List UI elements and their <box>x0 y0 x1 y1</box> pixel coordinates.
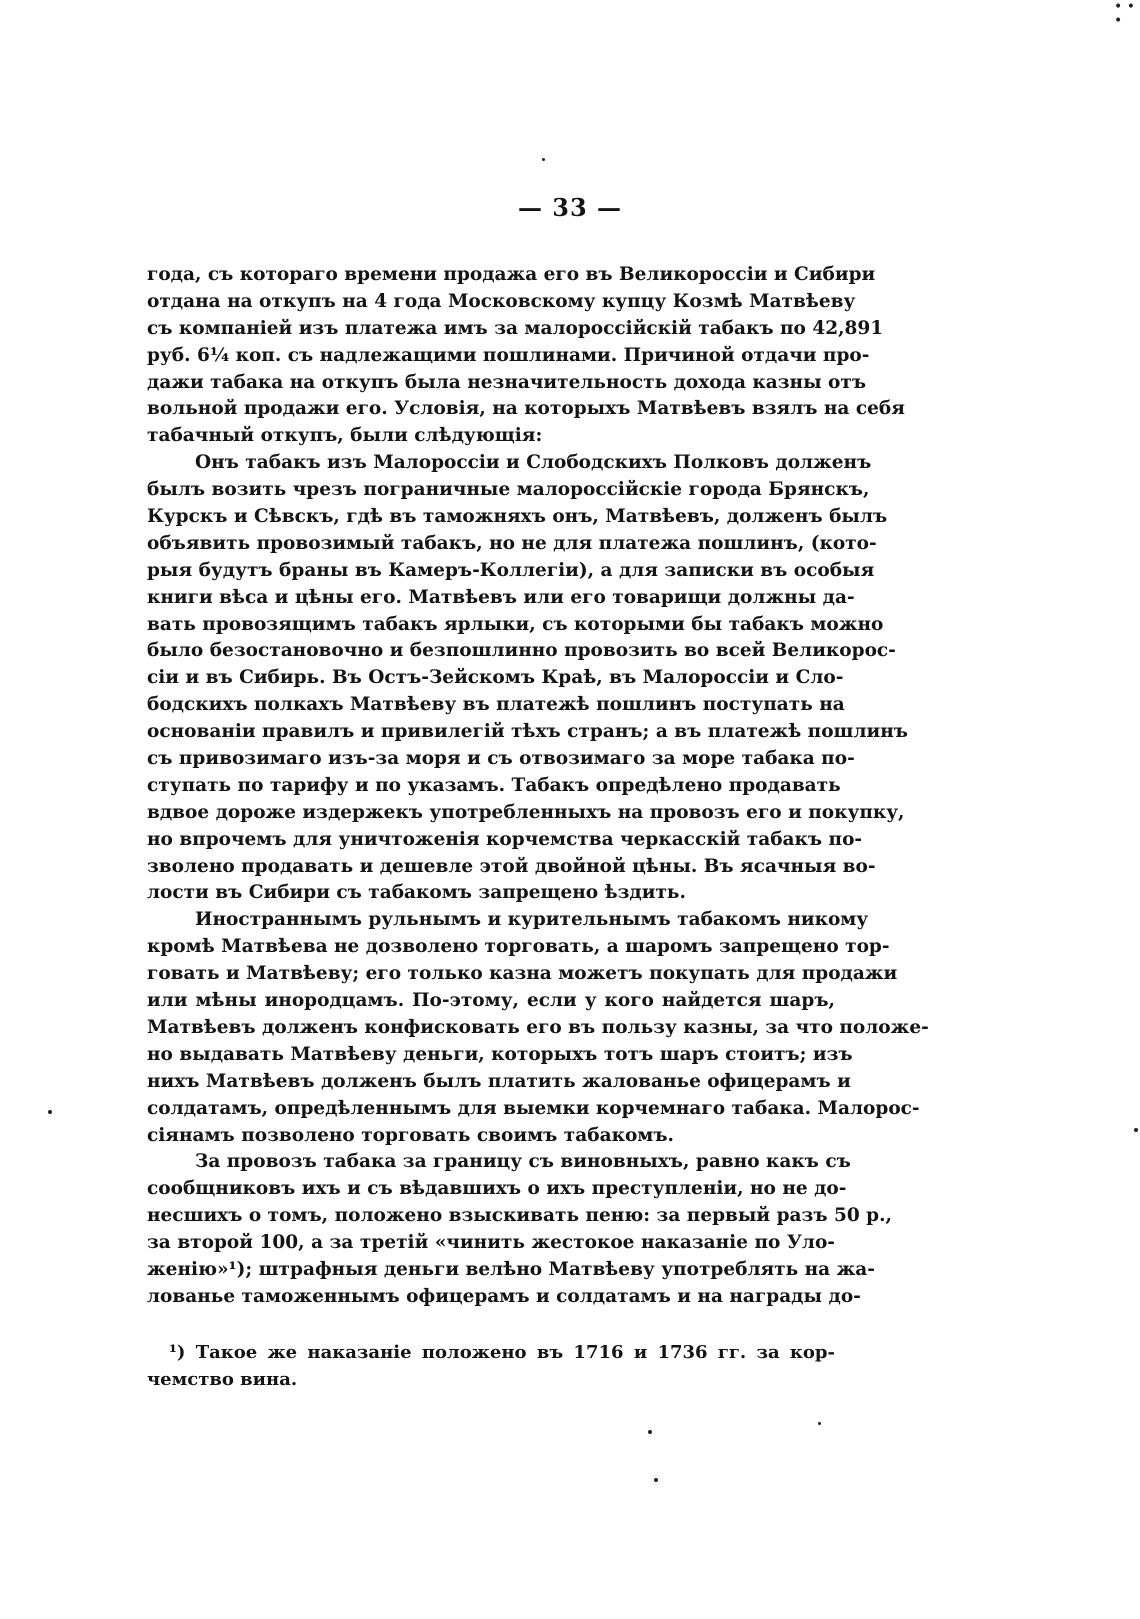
text-line: года, съ котораго времени продажа его въ Великороссіи и Сибири <box>147 264 876 285</box>
text-line: говать и Матвѣеву; его только казна можетъ покупать для продажи <box>147 963 898 985</box>
text-line: Курскъ и Сѣвскъ, гдѣ въ таможняхъ онъ, Матвѣевъ, долженъ былъ <box>147 506 888 528</box>
paragraph <box>147 907 929 1149</box>
footnote-line: чемство вина. <box>147 1368 298 1390</box>
text-line: сіянамъ позволено торговать своимъ табакомъ. <box>147 1124 674 1146</box>
text-line: табачный откупъ, были слѣдующія: <box>147 425 543 447</box>
text-line: Иностраннымъ рульнымъ и курительнымъ табакомъ никому <box>195 909 869 931</box>
text-line: дажи табака на откупъ была незначительность дохода казны отъ <box>147 371 867 393</box>
text-line: Матвѣевъ долженъ конфисковать его въ пользу казны, за что положе- <box>147 1016 929 1038</box>
text-line: съ привозимаго изъ-за моря и съ отвозимаго за море табака по- <box>147 748 855 770</box>
text-line: женію»¹); штрафныя деньги велѣно Матвѣеву употреблять на жа- <box>147 1258 875 1280</box>
text-line: солдатамъ, опредѣленнымъ для выемки корчемнаго табака. Малорос- <box>147 1097 920 1119</box>
text-line: вдвое дороже издержекъ употребленныхъ на провозъ его и покупку, <box>147 801 905 823</box>
text-line: лости въ Сибири съ табакомъ запрещено ѣздить. <box>147 882 686 904</box>
text-line: кромѣ Матвѣева не дозволено торговать, а шаромъ запрещено тор- <box>147 936 890 958</box>
text-line: За провозъ табака за границу съ виновныхъ, равно какъ съ <box>195 1151 851 1173</box>
text-line: объявить провозимый табакъ, но не для платежа пошлинъ, (кото- <box>147 532 877 554</box>
footnote <box>147 1340 835 1394</box>
scan-speck <box>818 1422 821 1425</box>
scan-speck <box>654 1478 658 1482</box>
footnote-line: ¹) Такое же наказаніе положено въ 1716 и 1736 гг. за кор- <box>169 1342 835 1363</box>
scan-speck <box>542 158 545 161</box>
text-line: ступать по тарифу и по указамъ. Табакъ опредѣлено продавать <box>147 774 841 796</box>
text-line: несшихъ о томъ, положено взыскивать пеню: за первый разъ 50 р., <box>147 1205 892 1227</box>
text-line: основаніи правилъ и привилегій тѣхъ странъ; а въ платежѣ пошлинъ <box>147 721 908 743</box>
scan-edge-marks: • • • <box>1114 0 1135 29</box>
scan-speck <box>48 1110 52 1114</box>
text-line: рыя будутъ браны въ Камеръ-Коллегіи), а для записки въ особыя <box>147 559 875 581</box>
text-line: но впрочемъ для уничтоженія корчемства черкасскій табакъ по- <box>147 828 863 850</box>
text-line: бодскихъ полкахъ Матвѣеву въ платежѣ пошлинъ поступать на <box>147 694 845 716</box>
text-line: съ компаніей изъ платежа имъ за малороссійскій табакъ по 42,891 <box>147 317 884 339</box>
text-line: отдана на откупъ на 4 года Московскому купцу Козмѣ Матвѣеву <box>147 290 856 312</box>
text-line: но выдавать Матвѣеву деньги, которыхъ тотъ шаръ стоитъ; изъ <box>147 1043 853 1065</box>
paragraph <box>147 262 905 450</box>
text-line: книги вѣса и цѣны его. Матвѣевъ или его товарищи должны да- <box>147 586 855 608</box>
text-line: было безостановочно и безпошлинно провозить во всей Великорос- <box>147 640 896 662</box>
text-line: за второй 100, а за третій «чинить жестокое наказаніе по Уло- <box>147 1232 835 1254</box>
text-line: сообщниковъ ихъ и съ вѣдавшихъ о ихъ преступленіи, но не до- <box>147 1178 847 1200</box>
text-line: зволено продавать и дешевле этой двойной цѣны. Въ ясачныя во- <box>147 855 876 877</box>
text-line: вать провозящимъ табакъ ярлыки, съ которыми бы табакъ можно <box>147 613 884 635</box>
paragraph <box>147 1149 892 1310</box>
text-line: Онъ табакъ изъ Малороссіи и Слободскихъ Полковъ долженъ <box>195 452 872 474</box>
text-line: сіи и въ Сибирь. Въ Остъ-Зейскомъ Краѣ, въ Малороссіи и Сло- <box>147 667 844 689</box>
page-number: — 33 — <box>517 193 623 222</box>
text-line: нихъ Матвѣевъ долженъ былъ платить жалованье офицерамъ и <box>147 1070 851 1092</box>
text-line: или мѣны инородцамъ. По-этому, если у кого найдется шаръ, <box>147 990 835 1012</box>
text-line: былъ возить чрезъ пограничные малороссійскіе города Брянскъ, <box>147 479 870 501</box>
text-line: вольной продажи его. Условія, на которыхъ Матвѣевъ взялъ на себя <box>147 398 905 420</box>
text-line: лованье таможеннымъ офицерамъ и солдатамъ и на награды до- <box>147 1285 861 1307</box>
scan-speck <box>648 1430 652 1434</box>
text-line: руб. 6¼ коп. съ надлежащими пошлинами. Причиной отдачи про- <box>147 344 870 366</box>
body-text <box>147 262 929 1311</box>
scan-speck <box>1134 1128 1138 1132</box>
paragraph <box>147 450 908 907</box>
